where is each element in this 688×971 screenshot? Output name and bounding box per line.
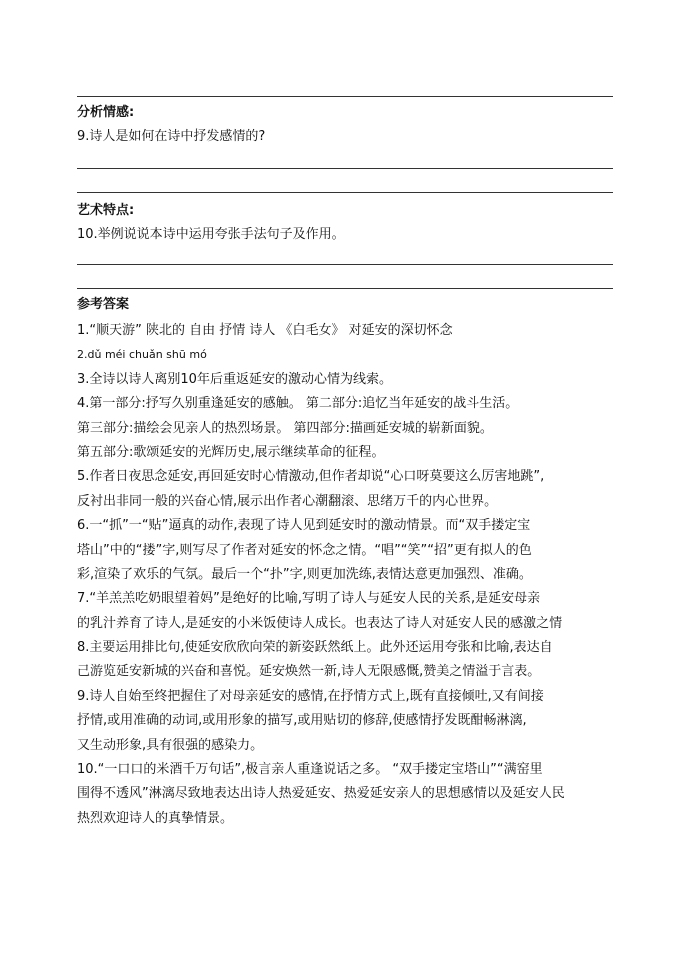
answer-line xyxy=(77,168,613,169)
answers-heading: 参考答案 xyxy=(77,297,130,312)
answer-3: 3.全诗以诗人离别10年后重返延安的激动心情为线索。 xyxy=(77,371,392,387)
answer-10-line1: 10.“一口口的米酒千万句话”,极言亲人重逢说话之多。 “双手搂定宝塔山”“满窑里 xyxy=(77,762,543,778)
answer-10-line3: 热烈欢迎诗人的真挚情景。 xyxy=(77,810,234,826)
answer-7-line2: 的乳汁养育了诗人,是延安的小米饭使诗人成长。也表达了诗人对延安人民的感激之情 xyxy=(77,615,563,631)
answer-line xyxy=(77,288,613,289)
answer-7-line1: 7.“羊羔羔吃奶眼望着妈”是绝好的比喻,写明了诗人与延安人民的关系,是延安母亲 xyxy=(77,591,541,607)
answer-8-line1: 8.主要运用排比句,使延安欣欣向荣的新姿跃然纸上。此外还运用夸张和比喻,表达自 xyxy=(77,640,553,656)
answer-4-part1-2: 4.第一部分:抒写久别重逢延安的感触。 第二部分:追忆当年延安的战斗生活。 xyxy=(77,396,519,412)
answer-9-line2: 抒情,或用准确的动词,或用形象的描写,或用贴切的修辞,使感情抒发既酣畅淋漓, xyxy=(77,713,527,729)
answer-6-line1: 6.一“抓”一“贴”逼真的动作,表现了诗人见到延安时的激动情景。而“双手搂定宝 xyxy=(77,518,531,534)
answer-4-part3-4: 第三部分:描绘会见亲人的热烈场景。 第四部分:描画延安城的崭新面貌。 xyxy=(77,420,493,436)
answer-1: 1.“顺天游” 陕北的 自由 抒情 诗人 《白毛女》 对延安的深切怀念 xyxy=(77,323,453,338)
answer-9-line3: 又生动形象,具有很强的感染力。 xyxy=(77,737,264,753)
answer-4-part5: 第五部分:歌颂延安的光辉历史,展示继续革命的征程。 xyxy=(77,444,385,460)
answer-5-line1: 5.作者日夜思念延安,再回延安时心情激动,但作者却说“心口呀莫要这么厉害地跳”, xyxy=(77,469,545,485)
question-9: 9.诗人是如何在诗中抒发感情的? xyxy=(77,129,266,144)
analysis-heading: 分析情感: xyxy=(77,105,135,120)
answer-6-line2: 塔山”中的“搂”字,则写尽了作者对延安的怀念之情。“唱”“笑”“招”更有拟人的色 xyxy=(77,542,532,558)
answer-9-line1: 9.诗人自始至终把握住了对母亲延安的感情,在抒情方式上,既有直接倾吐,又有间接 xyxy=(77,688,544,704)
divider-line xyxy=(77,96,613,97)
answer-5-line2: 反衬出非同一般的兴奋心情,展示出作者心潮翻滚、思绪万千的内心世界。 xyxy=(77,493,498,509)
art-heading: 艺术特点: xyxy=(77,203,135,218)
answer-line xyxy=(77,264,613,265)
answer-8-line2: 己游览延安新城的兴奋和喜悦。延安焕然一新,诗人无限感慨,赞美之情溢于言表。 xyxy=(77,664,541,680)
answer-6-line3: 彩,渲染了欢乐的气氛。最后一个“扑”字,则更加洗练,表情达意更加强烈、准确。 xyxy=(77,566,532,582)
question-10: 10.举例说说本诗中运用夸张手法句子及作用。 xyxy=(77,227,345,242)
answers-list xyxy=(77,319,637,831)
answer-10-line2: 围得不透风”淋漓尽致地表达出诗人热爱延安、热爱延安亲人的思想感情以及延安人民 xyxy=(77,786,565,802)
answer-line xyxy=(77,192,613,193)
answer-2: 2.dǔ méi chuǎn shū mó xyxy=(77,348,207,362)
